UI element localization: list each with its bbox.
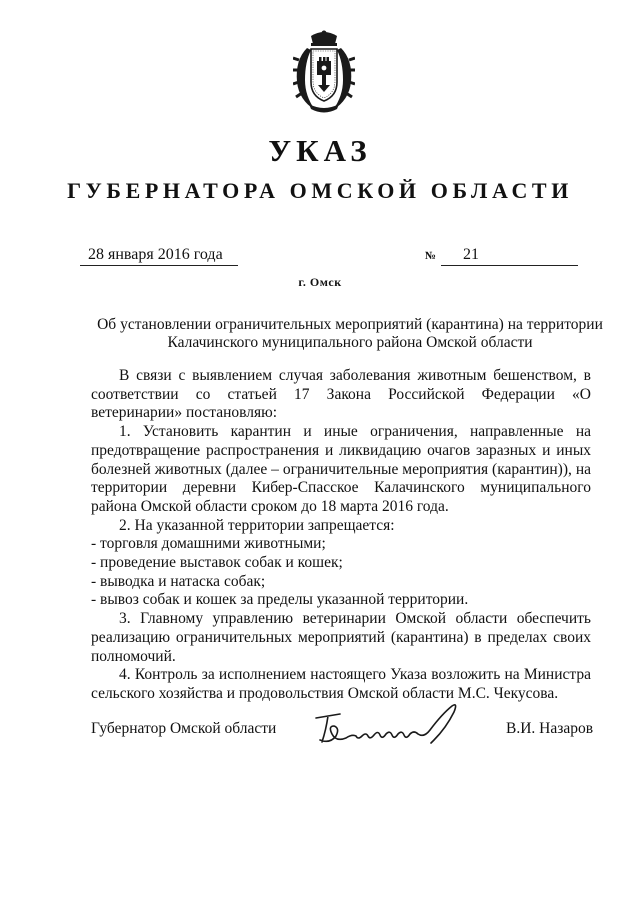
- decree-date-text: 28 января 2016 года: [88, 246, 223, 263]
- decree-number: [441, 246, 578, 266]
- decree-subject: [60, 316, 640, 352]
- paragraph-2: 2. На указанной территории запрещается:: [119, 516, 395, 534]
- intro-paragraph: В связи с выявлением случая заболевания животным бешенством, в соответствии со статьей 17 Закона Российской Федерации «О ветеринарии» постановляю:: [91, 367, 591, 422]
- document-subtitle: ГУБЕРНАТОРА ОМСКОЙ ОБЛАСТИ: [67, 178, 573, 203]
- paragraph-1: 1. Установить карантин и иные ограничения, направленные на предотвращение распространения и ликвидацию очагов заразных и иных болезней животных (далее – ограничительные мероприятия (карантин)), на территории деревни Кибер-Спасское Калачинского муниципального района Омской области сроком до 18 марта 2016 года.: [91, 423, 591, 515]
- list-item: - торговля домашними животными;: [91, 535, 326, 553]
- decree-number-label: №: [425, 250, 437, 262]
- signatory-position: Губернатор Омской области: [91, 720, 277, 737]
- decree-city: г. Омск: [298, 275, 342, 289]
- decree-date: [80, 246, 238, 266]
- omsk-region-coat-of-arms-icon: [293, 30, 355, 114]
- paragraph-4: 4. Контроль за исполнением настоящего Указа возложить на Министра сельского хозяйства и продовольствия Омской области М.С. Чекусова.: [91, 666, 591, 702]
- decree-body: [91, 367, 591, 704]
- list-item: - выводка и натаска собак;: [91, 572, 266, 590]
- list-item: - вывоз собак и кошек за пределы указанной территории.: [91, 591, 469, 609]
- decree-subject-line-2: Калачинского муниципального района Омской области: [167, 334, 533, 351]
- decree-number-text: 21: [463, 246, 479, 263]
- signatory-name: В.И. Назаров: [506, 720, 594, 737]
- handwritten-signature: [306, 700, 472, 750]
- list-item: - проведение выставок собак и кошек;: [91, 554, 343, 572]
- document-title: УКАЗ: [268, 133, 372, 168]
- decree-subject-line-1: Об установлении ограничительных мероприятий (карантина) на территории: [97, 316, 603, 333]
- paragraph-3: 3. Главному управлению ветеринарии Омской области обеспечить реализацию ограничительных мероприятий (карантина) в пределах своих полномочий.: [91, 610, 591, 665]
